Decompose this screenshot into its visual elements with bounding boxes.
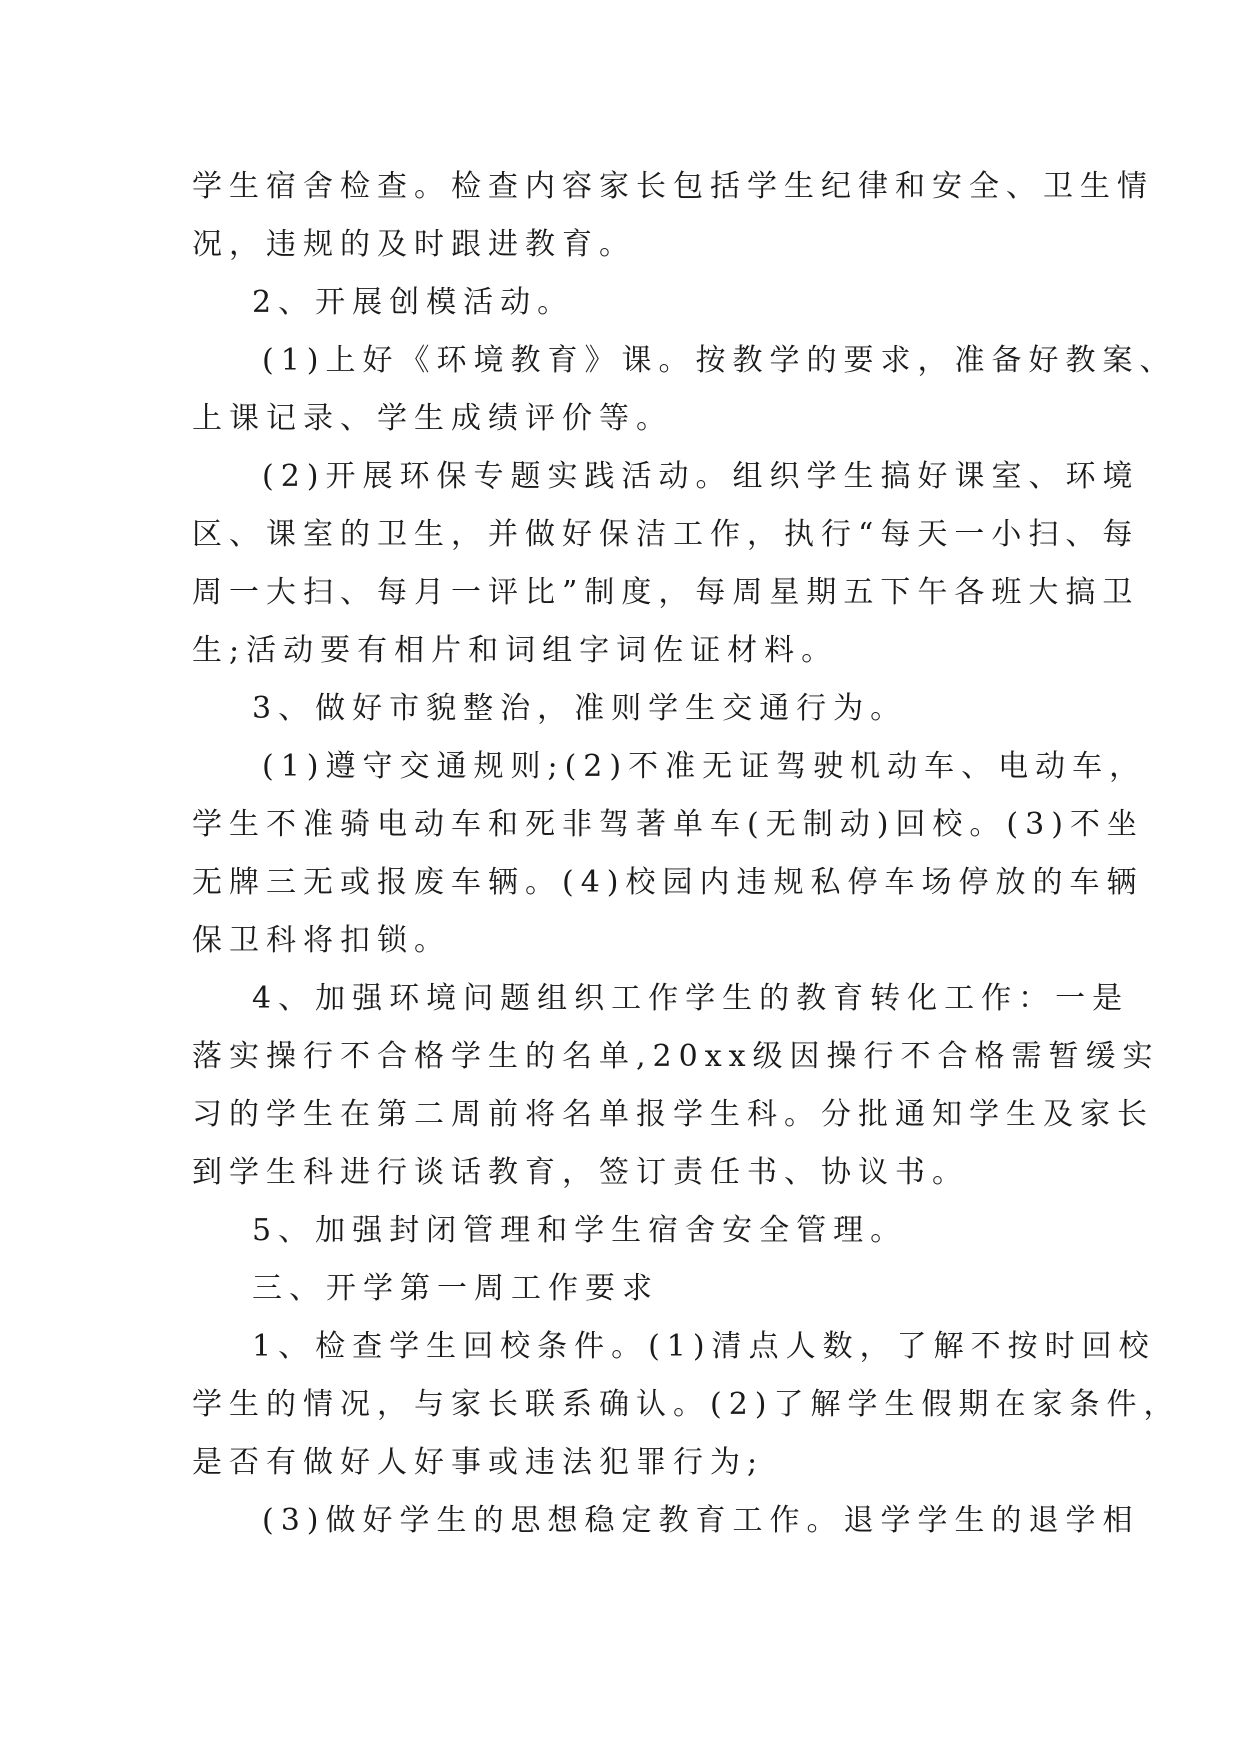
body-line: (2)开展环保专题实践活动。组织学生搞好课室、环境	[262, 459, 1140, 494]
body-line: 落实操行不合格学生的名单,20xx级因操行不合格需暂缓实	[192, 1039, 1160, 1074]
body-line: 保卫科将扣锁。	[192, 923, 451, 958]
section-heading: 4、加强环境问题组织工作学生的教育转化工作：一是	[252, 981, 1130, 1016]
body-line: 周一大扫、每月一评比”制度，每周星期五下午各班大搞卫	[192, 575, 1140, 610]
body-line: (3)做好学生的思想稳定教育工作。退学学生的退学相	[262, 1503, 1140, 1538]
body-line: 区、课室的卫生，并做好保洁工作，执行“每天一小扫、每	[192, 517, 1140, 552]
section-heading: 5、加强封闭管理和学生宿舍安全管理。	[252, 1213, 908, 1248]
body-line: 1、检查学生回校条件。(1)清点人数，了解不按时回校	[252, 1329, 1156, 1364]
body-line: (1)遵守交通规则;(2)不准无证驾驶机动车、电动车，	[262, 749, 1147, 784]
body-line: 无牌三无或报废车辆。(4)校园内违规私停车场停放的车辆	[192, 865, 1144, 900]
body-line: 况，违规的及时跟进教育。	[192, 227, 636, 262]
body-line: 到学生科进行谈话教育，签订责任书、协议书。	[192, 1155, 969, 1190]
body-line: 学生的情况，与家长联系确认。(2)了解学生假期在家条件，	[192, 1387, 1181, 1422]
body-line: (1)上好《环境教育》课。按教学的要求，准备好教案、	[262, 343, 1177, 378]
body-line: 习的学生在第二周前将名单报学生科。分批通知学生及家长	[192, 1097, 1154, 1132]
section-heading: 三、开学第一周工作要求	[252, 1271, 659, 1306]
section-heading: 2、开展创模活动。	[252, 285, 575, 320]
body-line: 是否有做好人好事或违法犯罪行为;	[192, 1445, 765, 1480]
body-line: 学生不准骑电动车和死非驾著单车(无制动)回校。(3)不坐	[192, 807, 1144, 842]
body-line: 上课记录、学生成绩评价等。	[192, 401, 673, 436]
section-heading: 3、做好市貌整治，准则学生交通行为。	[252, 691, 908, 726]
body-line: 学生宿舍检查。检查内容家长包括学生纪律和安全、卫生情	[192, 169, 1154, 204]
body-line: 生;活动要有相片和词组字词佐证材料。	[192, 633, 839, 668]
document-page	[192, 158, 1181, 1550]
